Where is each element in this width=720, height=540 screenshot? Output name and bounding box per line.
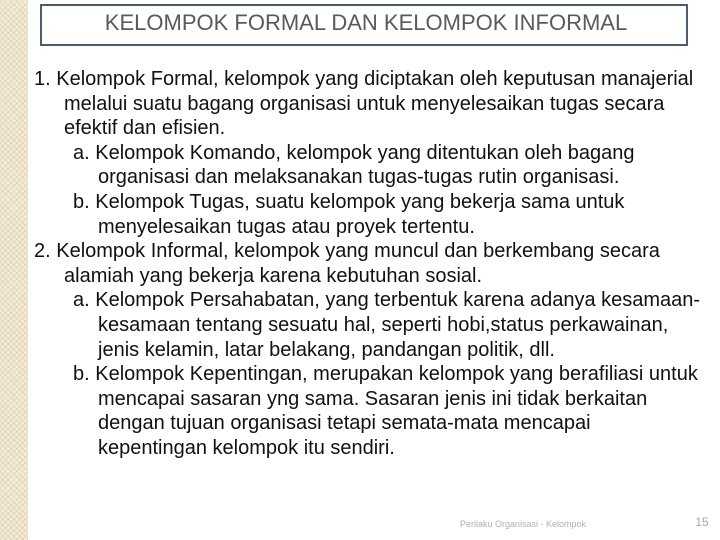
page-number: 15 xyxy=(695,515,709,529)
decorative-side-strip xyxy=(0,0,28,540)
list-subitem-kelompok-komando: a. Kelompok Komando, kelompok yang ditentukan oleh bagang organisasi dan melaksanakan tugas-tugas rutin organisasi. xyxy=(73,141,635,189)
list-subitem-kelompok-persahabatan: a. Kelompok Persahabatan, yang terbentuk karena adanya kesamaan-kesamaan tentang sesuatu hal, seperti hobi,status perkawainan, jenis kelamin, latar belakang, pandangan politik, dll. xyxy=(73,289,701,361)
list-item-kelompok-informal: 2. Kelompok Informal, kelompok yang muncul dan berkembang secara alamiah yang bekerja karena kebutuhan sosial. xyxy=(34,240,660,287)
slide-footer: Perilaku Organisasi - Kelompok xyxy=(460,519,587,529)
list-item-kelompok-formal: 1. Kelompok Formal, kelompok yang diciptakan oleh keputusan manajerial melalui suatu bagang organisasi untuk menyelesaikan tugas secara efektif dan efisien. xyxy=(34,68,694,140)
list-subitem-kelompok-tugas: b. Kelompok Tugas, suatu kelompok yang bekerja sama untuk menyelesaikan tugas atau proyek tertentu. xyxy=(73,190,625,238)
slide-title: KELOMPOK FORMAL DAN KELOMPOK INFORMAL xyxy=(104,10,628,35)
list-subitem-kelompok-kepentingan: b. Kelompok Kepentingan, merupakan kelompok yang berafiliasi untuk mencapai sasaran yng sama. Sasaran jenis ini tidak berkaitan dengan tujuan organisasi tetapi semata-mata mencapai kepentingan kelompok itu sendiri. xyxy=(73,363,698,459)
slide-body xyxy=(34,67,702,540)
